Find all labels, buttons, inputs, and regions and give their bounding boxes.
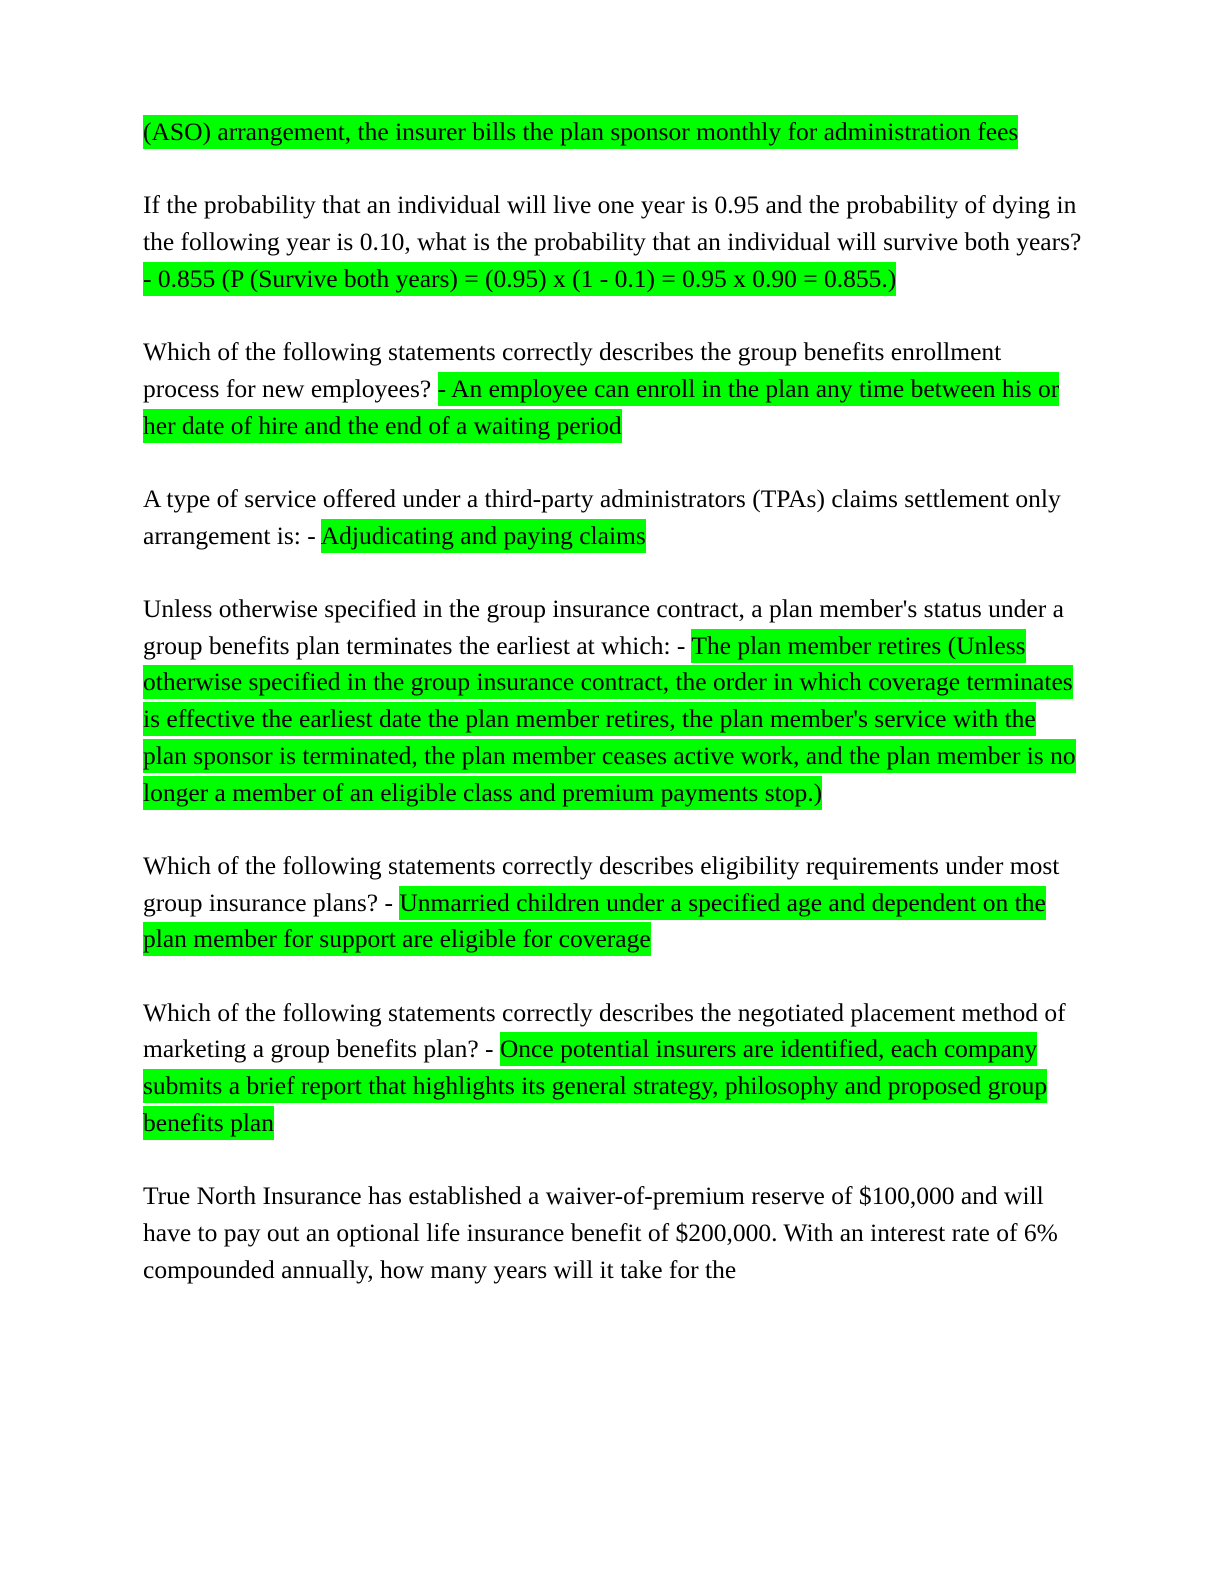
question-text: Which of the following statements correctly describes the negotiated placement method of marketing a group benefits plan? - [143,997,1066,1064]
question-text: Which of the following statements correctly describes the group benefits enrollment process for new employees? [143,337,1002,403]
qa-block-survival-probability [143,187,1083,297]
qa-block-enrollment [143,334,1083,444]
answer-highlight: (ASO) arrangement, the insurer bills the plan sponsor monthly for administration fees [143,115,1018,149]
answer-highlight: Once potential insurers are identified, each company submits a brief report that highlights its general strategy, philosophy and proposed group benefits plan [143,1032,1047,1139]
qa-block-waiver-reserve [143,1178,1083,1288]
question-text: Unless otherwise specified in the group insurance contract, a plan member's status under a group benefits plan terminates the earliest at which: - [143,594,1064,660]
qa-block-termination [143,591,1083,811]
question-text: If the probability that an individual will live one year is 0.95 and the probability of dying in the following year is 0.10, what is the probability that an individual will survive both years? [143,190,1082,257]
document-page [143,114,1083,1288]
qa-block-aso [143,114,1083,151]
question-text: A type of service offered under a third-party administrators (TPAs) claims settlement only arrangement is: - [143,483,1061,550]
question-text: True North Insurance has established a waiver-of-premium reserve of $100,000 and will have to pay out an optional life insurance benefit of $200,000. With an interest rate of 6% compounded annually, how many years will it take for the [143,1181,1058,1284]
answer-highlight: Unmarried children under a specified age and dependent on the plan member for support are eligible for coverage [143,886,1046,957]
qa-block-eligibility [143,848,1083,958]
qa-block-tpa-service [143,481,1083,554]
qa-block-negotiated-placement [143,995,1083,1142]
answer-highlight: The plan member retires (Unless otherwise specified in the group insurance contract, the order in which coverage terminates is effective the earliest date the plan member retires, the plan member's service with the plan sponsor is terminated, the plan member ceases active work, and the plan member is no longer a member of an eligible class and premium payments stop.) [143,629,1076,810]
answer-highlight: - 0.855 (P (Survive both years) = (0.95) x (1 - 0.1) = 0.95 x 0.90 = 0.855.) [143,262,896,296]
answer-highlight: Adjudicating and paying claims [321,519,646,553]
question-text: Which of the following statements correctly describes eligibility requirements under most group insurance plans? - [143,850,1060,917]
answer-highlight: - An employee can enroll in the plan any time between his or her date of hire and the end of a waiting period [143,372,1059,443]
